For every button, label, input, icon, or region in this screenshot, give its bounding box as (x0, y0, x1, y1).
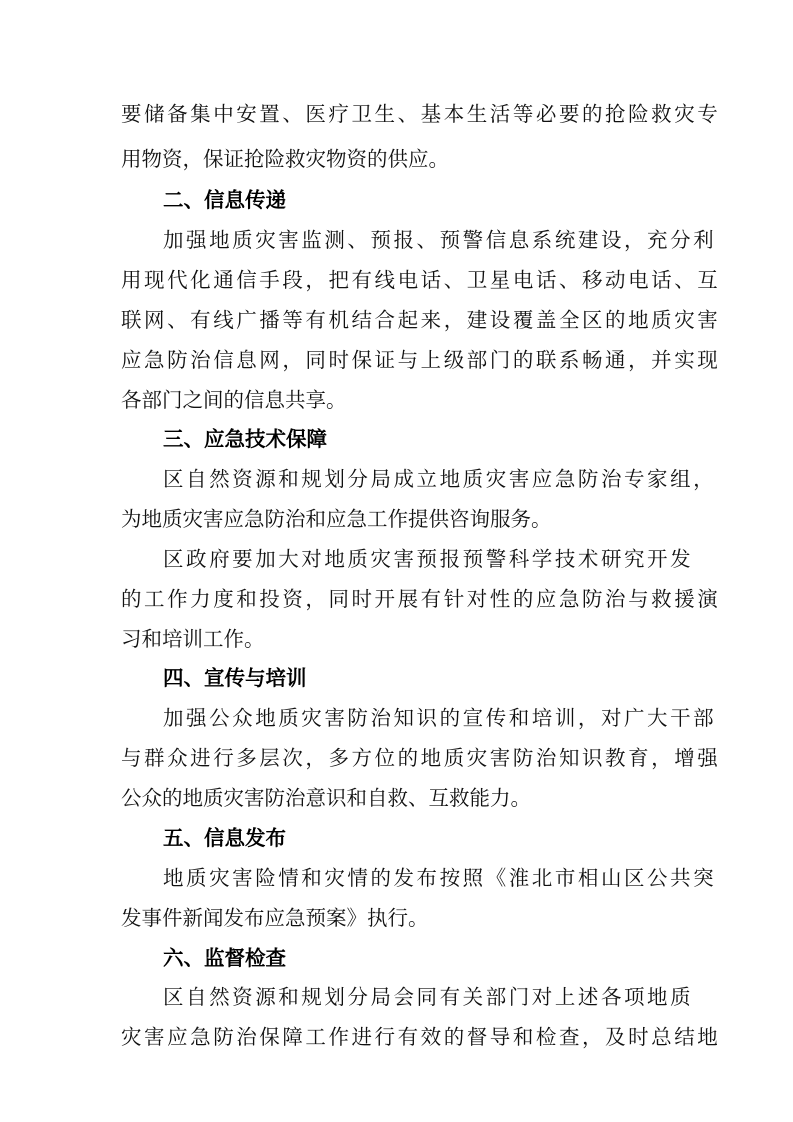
body-text-line: 的工作力度和投资，同时开展有针对性的应急防治与救援演 (121, 587, 721, 611)
body-text-line: 发事件新闻发布应急预案》执行。 (121, 906, 429, 930)
section-heading: 二、信息传递 (163, 188, 286, 212)
body-text-line: 公众的地质灾害防治意识和自救、互救能力。 (121, 786, 531, 810)
body-text-line: 习和培训工作。 (121, 627, 265, 651)
section-heading: 五、信息发布 (163, 826, 286, 850)
body-text-line: 与群众进行多层次，多方位的地质灾害防治知识教育，增强 (121, 746, 721, 770)
body-text-line: 用物资，保证抢险救灾物资的供应。 (121, 147, 449, 171)
section-heading: 六、监督检查 (163, 946, 286, 970)
section-heading: 三、应急技术保障 (163, 427, 327, 451)
body-text-line: 为地质灾害应急防治和应急工作提供咨询服务。 (121, 507, 552, 531)
body-text-line: 应急防治信息网，同时保证与上级部门的联系畅通，并实现 (121, 348, 721, 372)
body-text-line: 要储备集中安置、医疗卫生、基本生活等必要的抢险救灾专 (121, 102, 721, 126)
body-text-line: 灾害应急防治保障工作进行有效的督导和检查，及时总结地 (121, 1025, 721, 1049)
body-text-line: 加强公众地质灾害防治知识的宣传和培训，对广大干部 (163, 706, 717, 730)
body-text-line: 区自然资源和规划分局会同有关部门对上述各项地质 (163, 985, 694, 1009)
body-text-line: 加强地质灾害监测、预报、预警信息系统建设，充分利 (163, 228, 717, 252)
body-text-line: 各部门之间的信息共享。 (121, 388, 347, 412)
body-text-line: 用现代化通信手段，把有线电话、卫星电话、移动电话、互 (121, 268, 721, 292)
body-text-line: 地质灾害险情和灾情的发布按照《淮北市相山区公共突 (163, 866, 717, 890)
body-text-line: 区自然资源和规划分局成立地质灾害应急防治专家组， (163, 467, 717, 491)
body-text-line: 区政府要加大对地质灾害预报预警科学技术研究开发 (163, 547, 694, 571)
body-text-line: 联网、有线广播等有机结合起来，建设覆盖全区的地质灾害 (121, 308, 721, 332)
section-heading: 四、宣传与培训 (163, 666, 307, 690)
